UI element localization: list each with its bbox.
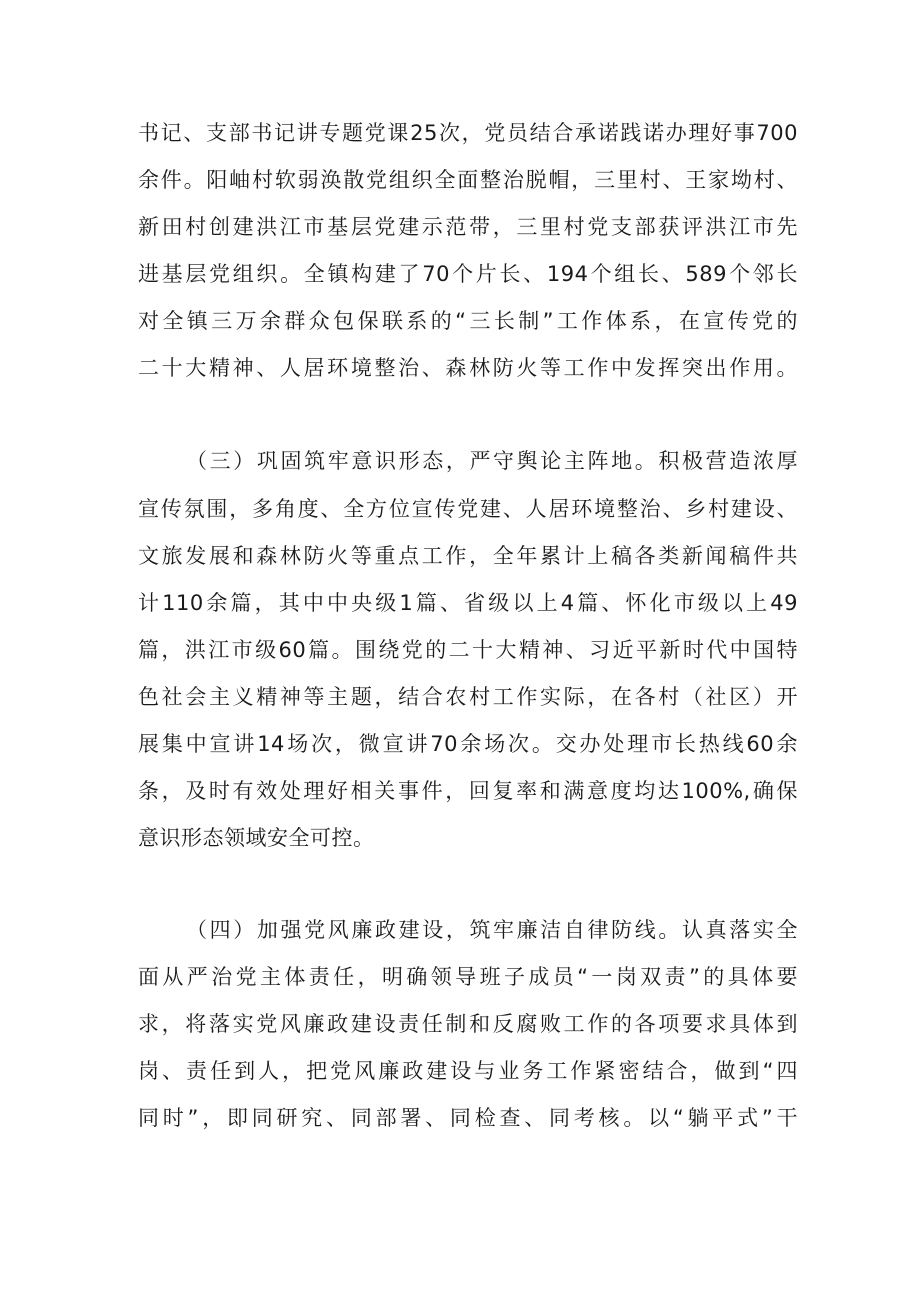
text-line: 二十大精神、人居环境整治、森林防火等工作中发挥突出作用。 (138, 356, 798, 380)
text-line: 宣传氛围，多角度、全方位宣传党建、人居环境整治、乡村建设、 (138, 497, 798, 521)
text-line: 面从严治党主体责任，明确领导班子成员“一岗双责”的具体要 (138, 965, 798, 989)
text-line: 文旅发展和森林防火等重点工作，全年累计上稿各类新闻稿件共 (138, 544, 798, 568)
text-line: 新田村创建洪江市基层党建示范带，三里村党支部获评洪江市先 (138, 215, 798, 239)
text-line: 求，将落实党风廉政建设责任制和反腐败工作的各项要求具体到 (138, 1012, 798, 1036)
text-line: 岗、责任到人，把党风廉政建设与业务工作紧密结合，做到“四 (138, 1059, 798, 1083)
text-line: 对全镇三万余群众包保联系的“三长制”工作体系，在宣传党的 (138, 309, 798, 333)
section-heading-line: （四）加强党风廉政建设，筑牢廉洁自律防线。认真落实全 (186, 918, 798, 942)
text-line: 余件。阳岫村软弱涣散党组织全面整治脱帽，三里村、王家坳村、 (138, 168, 798, 192)
text-line: 意识形态领域安全可控。 (138, 826, 375, 850)
text-line: 书记、支部书记讲专题党课25次，党员结合承诺践诺办理好事700 (138, 121, 798, 145)
text-line: 同时”，即同研究、同部署、同检查、同考核。以“躺平式”干 (138, 1106, 798, 1130)
text-line: 计110余篇，其中中央级1篇、省级以上4篇、怀化市级以上49 (138, 591, 798, 615)
text-line: 篇，洪江市级60篇。围绕党的二十大精神、习近平新时代中国特 (138, 638, 798, 662)
text-line: 色社会主义精神等主题，结合农村工作实际，在各村（社区）开 (138, 685, 798, 709)
text-line: 展集中宣讲14场次，微宣讲70余场次。交办处理市长热线60余 (138, 732, 798, 756)
text-line: 进基层党组织。全镇构建了70个片长、194个组长、589个邻长 (138, 262, 798, 286)
section-heading-line: （三）巩固筑牢意识形态，严守舆论主阵地。积极营造浓厚 (186, 449, 798, 473)
text-line: 条，及时有效处理好相关事件，回复率和满意度均达100%,确保 (138, 779, 798, 803)
